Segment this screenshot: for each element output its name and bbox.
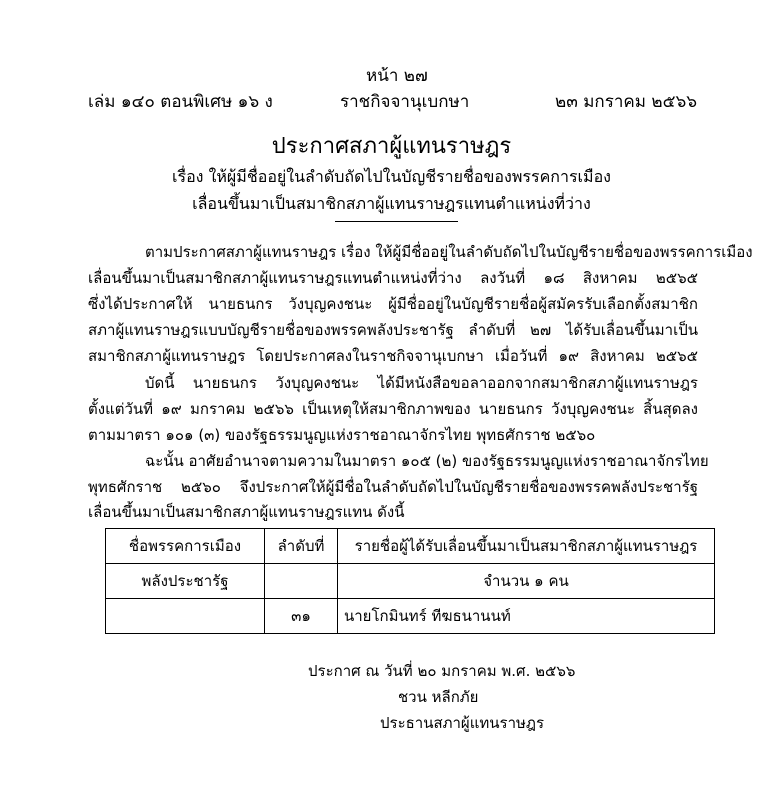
party-empty [106, 599, 265, 634]
body-line: ฉะนั้น อาศัยอำนาจตามความในมาตรา ๑๐๕ (๒) ของรัฐธรรมนูญแห่งราชอาณาจักรไทย [145, 452, 709, 470]
body-line: ซึ่งได้ประกาศให้ นายธนกร วังบุญคงชนะ ผู้มีชื่ออยู่ในบัญชีรายชื่อผู้สมัครรับเลือกตั้งสมาชิก [88, 295, 698, 313]
body-line: ตามประกาศสภาผู้แทนราษฎร เรื่อง ให้ผู้มีชื่ออยู่ในลำดับถัดไปในบัญชีรายชื่อของพรรคการเมือง [145, 243, 753, 261]
body-line: พุทธศักราช ๒๕๖๐ จึงประกาศให้ผู้มีชื่อในลำดับถัดไปในบัญชีรายชื่อของพรรคพลังประชารัฐ [88, 478, 698, 496]
body-line: สมาชิกสภาผู้แทนราษฎร โดยประกาศลงในราชกิจจานุเบกษา เมื่อวันที่ ๑๙ สิงหาคม ๒๕๖๕ [88, 347, 698, 365]
gazette-name: ราชกิจจานุเบกษา [340, 92, 470, 112]
header-member: รายชื่อผู้ได้รับเลื่อนขึ้นมาเป็นสมาชิกสภาผู้แทนราษฎร [338, 529, 715, 564]
subject-line-1: เรื่อง ให้ผู้มีชื่ออยู่ในลำดับถัดไปในบัญชีรายชื่อของพรรคการเมือง [172, 167, 611, 186]
header-party: ชื่อพรรคการเมือง [106, 529, 265, 564]
body-line: ตั้งแต่วันที่ ๑๙ มกราคม ๒๕๖๖ เป็นเหตุให้สมาชิกภาพของ นายธนกร วังบุญคงชนะ สิ้นสุดลง [88, 400, 698, 418]
party-name: พลังประชารัฐ [106, 564, 265, 599]
body-line: เลื่อนขึ้นมาเป็นสมาชิกสภาผู้แทนราษฎรแทนตำแหน่งที่ว่าง ลงวันที่ ๑๘ สิงหาคม ๒๕๖๕ [88, 269, 698, 287]
table-header-row [106, 529, 715, 564]
subject-line-2: เลื่อนขึ้นมาเป็นสมาชิกสภาผู้แทนราษฎรแทนตำแหน่งที่ว่าง [192, 194, 591, 213]
body-line: ตามมาตรา ๑๐๑ (๓) ของรัฐธรรมนูญแห่งราชอาณาจักรไทย พุทธศักราช ๒๕๖๐ [88, 426, 596, 444]
body-line: บัดนี้ นายธนกร วังบุญคงชนะ ได้มีหนังสือขอลาออกจากสมาชิกสภาผู้แทนราษฎร [145, 374, 698, 392]
signatory-position: ประธานสภาผู้แทนราษฎร [380, 714, 545, 732]
member-name: นายโกมินทร์ ทีฆธนานนท์ [338, 599, 715, 634]
announcement-title: ประกาศสภาผู้แทนราษฎร [271, 134, 512, 159]
member-rank: ๓๑ [265, 599, 338, 634]
signatory-name: ชวน หลีกภัย [398, 688, 479, 706]
title-divider [335, 221, 458, 222]
member-count: จำนวน ๑ คน [338, 564, 715, 599]
table-row [106, 564, 715, 599]
rank-empty [265, 564, 338, 599]
member-table [105, 528, 715, 634]
issue-date: ๒๓ มกราคม ๒๕๖๖ [555, 92, 698, 112]
body-line: เลื่อนขึ้นมาเป็นสมาชิกสภาผู้แทนราษฎรแทน ดังนี้ [88, 503, 405, 521]
announcement-date: ประกาศ ณ วันที่ ๒๐ มกราคม พ.ศ. ๒๕๖๖ [308, 662, 576, 680]
volume-info: เล่ม ๑๔๐ ตอนพิเศษ ๑๖ ง [88, 92, 273, 112]
header-rank: ลำดับที่ [265, 529, 338, 564]
body-line: สภาผู้แทนราษฎรแบบบัญชีรายชื่อของพรรคพลังประชารัฐ ลำดับที่ ๒๗ ได้รับเลื่อนขึ้นมาเป็น [88, 321, 698, 339]
page-number: หน้า ๒๗ [366, 66, 428, 86]
table-row [106, 599, 715, 634]
